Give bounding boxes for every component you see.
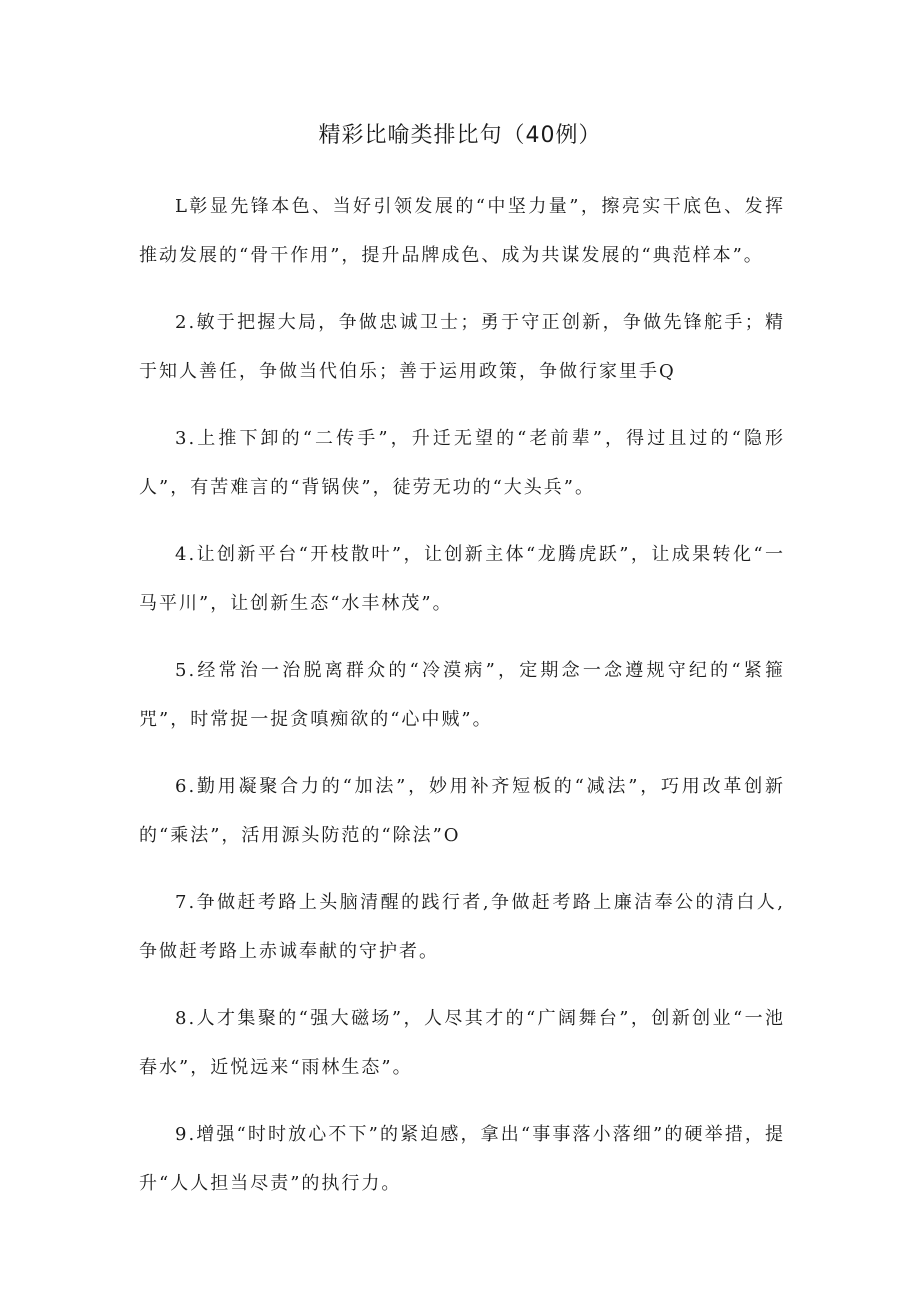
- paragraph-4: 4.让创新平台“开枝散叶”，让创新主体“龙腾虎跃”，让成果转化“一马平川”，让创新生态“水丰林茂”。: [139, 544, 785, 614]
- paragraph-6: 6.勤用凝聚合力的“加法”，妙用补齐短板的“减法”，巧用改革创新的“乘法”，活用源头防范的“除法”O: [139, 776, 785, 846]
- page-title: 精彩比喻类排比句（40例）: [318, 123, 602, 148]
- paragraph-2: 2.敏于把握大局，争做忠诚卫士；勇于守正创新，争做先锋舵手；精于知人善任，争做当代伯乐；善于运用政策，争做行家里手Q: [139, 312, 785, 382]
- paragraph-8: 8.人才集聚的“强大磁场”，人尽其才的“广阔舞台”，创新创业“一池春水”，近悦远来“雨林生态”。: [139, 1008, 785, 1078]
- paragraph-3: 3.上推下卸的“二传手”，升迁无望的“老前辈”，得过且过的“隐形人”，有苦难言的“背锅侠”，徒劳无功的“大头兵”。: [139, 428, 785, 498]
- paragraph-list: [139, 182, 785, 1226]
- paragraph-9: 9.增强“时时放心不下”的紧迫感，拿出“事事落小落细”的硬举措，提升“人人担当尽责”的执行力。: [139, 1124, 785, 1194]
- paragraph-1: L彰显先锋本色、当好引领发展的“中坚力量”，擦亮实干底色、发挥推动发展的“骨干作用”，提升品牌成色、成为共谋发展的“典范样本”。: [139, 196, 785, 266]
- paragraph-5: 5.经常治一治脱离群众的“冷漠病”，定期念一念遵规守纪的“紧箍咒”，时常捉一捉贪嗔痴欲的“心中贼”。: [139, 660, 785, 730]
- paragraph-7: 7.争做赶考路上头脑清醒的践行者,争做赶考路上廉洁奉公的清白人,争做赶考路上赤诚奉献的守护者。: [139, 892, 785, 962]
